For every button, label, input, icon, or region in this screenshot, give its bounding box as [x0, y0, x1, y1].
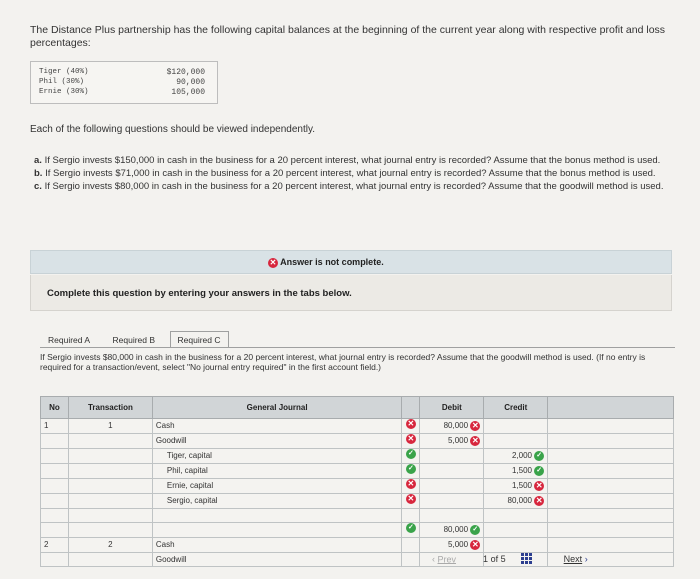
correct-icon: ✓ [534, 451, 544, 461]
incorrect-icon: ✕ [269, 257, 277, 267]
table-row [41, 494, 674, 509]
row-no-cell [41, 479, 69, 494]
account-field[interactable]: Goodwill [155, 436, 187, 445]
account-field[interactable]: Goodwill [155, 555, 187, 564]
table-row [41, 419, 674, 434]
credit-value: 80,000 [507, 496, 532, 506]
correct-icon: ✓ [470, 525, 480, 535]
question-text: If Sergio invests $150,000 in cash in the business for a 20 percent interest, what journal entry is recorded? Assume that the bonus method is used. [44, 155, 661, 166]
table-row [41, 464, 674, 479]
tab-divider [40, 347, 675, 348]
pagination [432, 553, 588, 565]
debit-field[interactable] [420, 479, 483, 492]
account-status-cell [402, 449, 420, 464]
blank-cell [548, 523, 674, 538]
credit-cell[interactable] [484, 494, 548, 509]
blank-cell [548, 449, 674, 464]
credit-cell[interactable] [484, 509, 548, 523]
question-label: a. [34, 155, 42, 166]
account-status-cell [402, 553, 420, 567]
row-transaction-cell [68, 464, 152, 479]
correct-icon: ✓ [406, 449, 416, 459]
row-no-cell [41, 494, 69, 509]
row-transaction [69, 464, 152, 477]
row-transaction [69, 523, 152, 536]
row-transaction [69, 509, 152, 522]
journal-table [40, 396, 674, 567]
credit-cell[interactable] [484, 523, 548, 538]
debit-field[interactable] [420, 538, 483, 552]
credit-cell[interactable] [484, 419, 548, 434]
table-row [41, 538, 674, 553]
account-field[interactable] [153, 523, 402, 536]
row-transaction-cell [68, 523, 152, 538]
row-transaction-cell [68, 553, 152, 567]
tab-required-c[interactable]: Required C [170, 331, 229, 348]
debit-field[interactable] [420, 523, 483, 537]
row-transaction-cell [68, 479, 152, 494]
debit-cell[interactable] [420, 494, 484, 509]
debit-cell[interactable] [420, 538, 484, 553]
credit-field[interactable] [484, 464, 547, 478]
row-no-cell [41, 509, 69, 523]
col-header-blank [548, 397, 674, 419]
account-cell[interactable] [152, 494, 402, 509]
correct-icon: ✓ [534, 466, 544, 476]
row-no-cell [41, 464, 69, 479]
row-transaction-cell [68, 509, 152, 523]
row-no [41, 523, 68, 536]
credit-cell[interactable] [484, 538, 548, 553]
instruction-text: Complete this question by entering your answers in the tabs below. [47, 288, 352, 299]
capital-name: Phil (30%) [39, 78, 85, 86]
account-cell[interactable] [152, 449, 402, 464]
table-row [41, 449, 674, 464]
problem-intro: The Distance Plus partnership has the following capital balances at the beginning of the current year along with respective profit and loss percentages: [30, 24, 666, 49]
debit-cell[interactable] [420, 434, 484, 449]
row-transaction: 1 [108, 421, 113, 430]
credit-cell[interactable] [484, 434, 548, 449]
account-field[interactable]: Cash [155, 540, 175, 549]
question-item [30, 181, 670, 193]
chevron-right-icon[interactable]: › [584, 554, 588, 564]
account-field[interactable]: Tiger, capital [166, 451, 212, 460]
row-transaction [69, 479, 152, 492]
row-no: 2 [44, 540, 49, 549]
credit-cell[interactable] [484, 464, 548, 479]
row-no [41, 494, 68, 507]
row-no: 1 [44, 421, 49, 430]
incorrect-icon: ✕ [407, 434, 415, 443]
row-transaction [69, 449, 152, 462]
account-cell[interactable] [152, 434, 402, 449]
account-status-cell [402, 419, 420, 434]
account-field[interactable] [153, 509, 402, 522]
row-no [41, 449, 68, 462]
col-header-credit: Credit [484, 397, 548, 419]
incorrect-icon: ✕ [407, 419, 415, 428]
tab-required-a[interactable]: Required A [48, 335, 91, 345]
row-no [41, 464, 68, 477]
page-number: 1 [483, 554, 489, 564]
incorrect-icon: ✕ [471, 540, 479, 549]
incorrect-icon: ✕ [407, 479, 415, 488]
account-field[interactable]: Sergio, capital [166, 496, 218, 505]
capital-value: $120,000 [166, 68, 205, 77]
row-transaction-cell [68, 449, 152, 464]
journal-header-row [41, 397, 674, 419]
debit-field[interactable] [420, 464, 483, 477]
credit-field[interactable] [484, 538, 547, 551]
credit-cell[interactable] [484, 479, 548, 494]
capital-value: 105,000 [171, 88, 205, 97]
instruction-panel [30, 275, 672, 311]
row-transaction-cell [68, 494, 152, 509]
incorrect-icon: ✕ [471, 436, 479, 445]
account-status-cell [402, 538, 420, 553]
debit-field[interactable] [420, 509, 483, 522]
row-no-cell [41, 553, 69, 567]
account-cell[interactable] [152, 509, 402, 523]
debit-value: 80,000 [443, 421, 469, 431]
tab-required-b[interactable]: Required B [112, 335, 156, 345]
debit-cell[interactable] [420, 479, 484, 494]
account-status-cell [402, 523, 420, 538]
question-label: b. [34, 168, 43, 179]
row-no-cell [41, 419, 69, 434]
account-field[interactable]: Ernie, capital [166, 481, 214, 490]
blank-cell [548, 509, 674, 523]
question-text: If Sergio invests $80,000 in cash in the business for a 20 percent interest, what journal entry is recorded? Assume that the goodwill method is used. [44, 181, 664, 192]
debit-cell[interactable] [420, 509, 484, 523]
question-item [30, 168, 670, 180]
prev-button[interactable]: ‹ Prev [432, 553, 457, 565]
account-cell[interactable] [152, 523, 402, 538]
row-transaction [69, 434, 152, 447]
incorrect-icon: ✕ [471, 421, 479, 430]
capital-name: Tiger (40%) [39, 68, 89, 76]
prev-label: Prev [437, 554, 457, 565]
account-status-cell [402, 434, 420, 449]
debit-cell[interactable] [420, 449, 484, 464]
row-transaction-cell [68, 538, 152, 553]
blank-cell [548, 538, 674, 553]
blank-cell [548, 464, 674, 479]
account-cell[interactable] [152, 464, 402, 479]
independent-note: Each of the following questions should be viewed independently. [30, 124, 316, 135]
credit-field[interactable] [484, 509, 547, 522]
row-transaction [69, 494, 152, 507]
account-cell[interactable] [152, 479, 402, 494]
row-no [41, 434, 68, 447]
capital-balances-box [30, 61, 218, 104]
question-text: If Sergio invests $71,000 in cash in the business for a 20 percent interest, what journal entry is recorded? Assume that the bonus method is used. [45, 168, 656, 179]
row-no-cell [41, 523, 69, 538]
grid-icon[interactable] [521, 553, 533, 565]
credit-field[interactable] [484, 434, 547, 447]
col-header-general-journal: General Journal [152, 397, 402, 419]
account-status-cell [402, 479, 420, 494]
account-status-cell [402, 464, 420, 479]
incorrect-icon: ✕ [535, 481, 543, 490]
page-of: of 5 [490, 554, 506, 564]
required-tabs [40, 330, 231, 348]
account-status-cell [402, 494, 420, 509]
row-transaction-cell [68, 434, 152, 449]
credit-field[interactable] [484, 523, 547, 536]
question-label: c. [34, 181, 42, 192]
col-header-no: No [41, 397, 69, 419]
credit-field[interactable] [484, 449, 547, 463]
table-row [41, 434, 674, 449]
account-field[interactable]: Cash [155, 421, 175, 430]
question-item [30, 155, 670, 167]
row-no [41, 479, 68, 492]
capital-name: Ernie (30%) [39, 88, 89, 96]
correct-icon: ✓ [406, 464, 416, 474]
table-row [41, 509, 674, 523]
account-cell[interactable] [152, 553, 402, 567]
debit-cell[interactable] [420, 464, 484, 479]
credit-field[interactable] [484, 419, 547, 432]
capital-value: 90,000 [176, 78, 205, 87]
debit-field[interactable] [420, 419, 483, 433]
credit-field[interactable] [484, 494, 547, 508]
debit-field[interactable] [420, 449, 483, 462]
incorrect-icon: ✕ [407, 494, 415, 503]
next-button[interactable]: Next [563, 554, 583, 564]
debit-field[interactable] [420, 434, 483, 448]
debit-value: 5,000 [448, 540, 469, 550]
table-row [41, 523, 674, 538]
debit-cell[interactable] [420, 419, 484, 434]
credit-value: 1,500 [511, 481, 532, 491]
row-no-cell [41, 449, 69, 464]
credit-value: 2,000 [511, 451, 532, 461]
credit-field[interactable] [484, 479, 547, 493]
col-header-transaction: Transaction [68, 397, 152, 419]
blank-cell [548, 479, 674, 494]
col-header-status [402, 397, 420, 419]
required-c-question: If Sergio invests $80,000 in cash in the business for a 20 percent interest, what journal entry is recorded? Assume that the goodwill method is used. (If no entry is required for a transaction/event, select "No journal entry required" in the first account field.) [40, 352, 646, 372]
credit-value: 1,500 [511, 466, 532, 476]
debit-value: 80,000 [443, 525, 469, 535]
row-no [41, 553, 68, 566]
correct-icon: ✓ [406, 523, 416, 533]
blank-cell [548, 419, 674, 434]
debit-field[interactable] [420, 494, 483, 507]
row-no [41, 509, 68, 522]
credit-cell[interactable] [484, 449, 548, 464]
debit-cell[interactable] [420, 523, 484, 538]
account-field[interactable]: Phil, capital [166, 466, 208, 475]
answer-status [268, 257, 384, 268]
account-cell[interactable] [152, 538, 402, 553]
blank-cell [548, 494, 674, 509]
row-no-cell [41, 538, 69, 553]
answer-status-bar [30, 250, 672, 274]
table-row [41, 479, 674, 494]
col-header-debit: Debit [420, 397, 484, 419]
row-transaction [69, 553, 152, 566]
account-cell[interactable] [152, 419, 402, 434]
incorrect-icon: ✕ [535, 496, 543, 505]
question-list [30, 155, 670, 194]
row-transaction-cell [68, 419, 152, 434]
blank-cell [548, 434, 674, 449]
answer-status-text: Answer is not complete. [280, 257, 384, 267]
debit-value: 5,000 [448, 436, 469, 446]
row-no-cell [41, 434, 69, 449]
row-transaction: 2 [108, 540, 113, 549]
account-status-cell [402, 509, 420, 523]
